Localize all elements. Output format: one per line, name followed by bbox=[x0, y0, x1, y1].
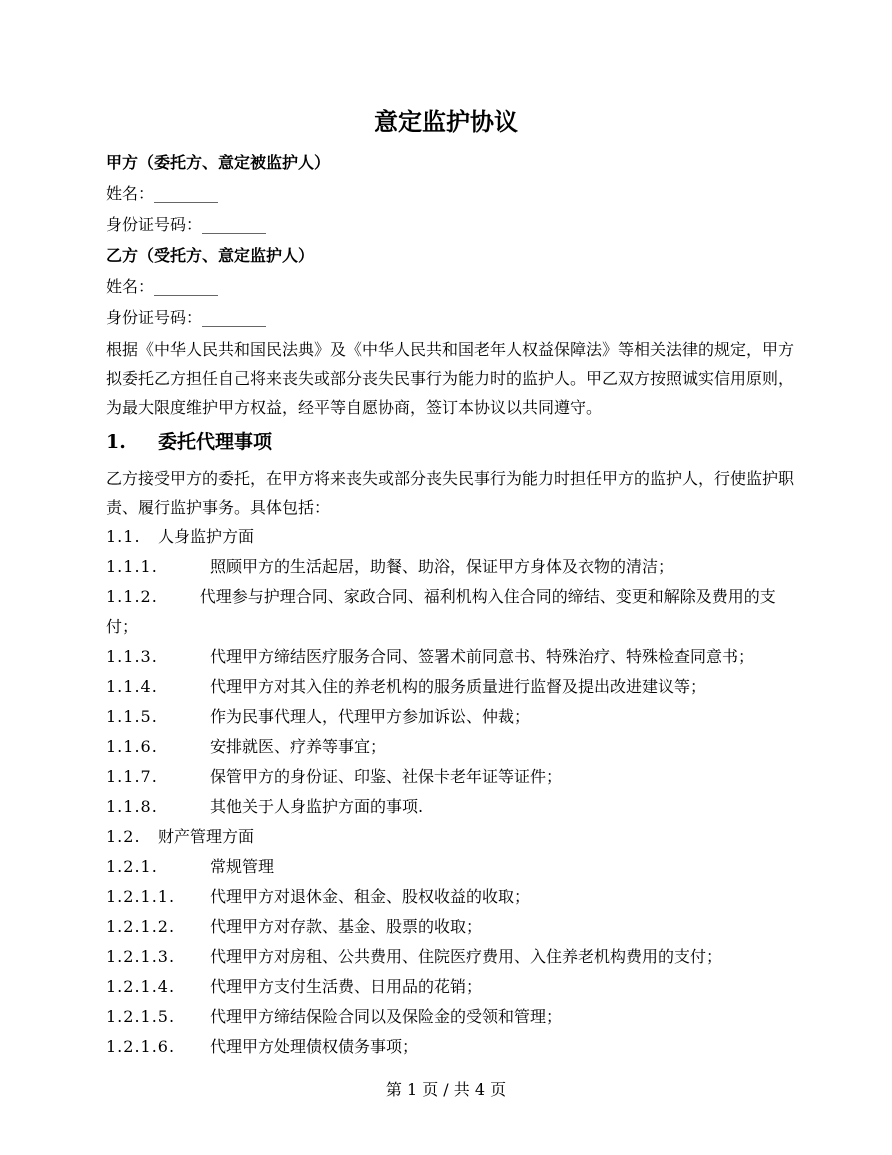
clause-number: 1.2.1.1. bbox=[106, 887, 176, 906]
party-b-heading: 乙方（受托方、意定监护人） bbox=[106, 246, 315, 265]
clause-text: 代理甲方对存款、基金、股票的收取； bbox=[210, 917, 483, 936]
clause-text: 代理甲方缔结保险合同以及保险金的受领和管理； bbox=[210, 1007, 563, 1026]
clause-number: 1.1.1. bbox=[106, 557, 158, 576]
clause-item bbox=[106, 972, 796, 1002]
clause-item bbox=[106, 672, 796, 702]
clause-number: 1.1.8. bbox=[106, 797, 158, 816]
clause-number: 1.2.1.6. bbox=[106, 1037, 176, 1056]
clause-number: 1.2.1.4. bbox=[106, 977, 176, 996]
subsection-number: 1.2. bbox=[106, 827, 141, 846]
clause-text: 其他关于人身监护方面的事项. bbox=[210, 797, 424, 816]
clause-number: 1.1.6. bbox=[106, 737, 158, 756]
clause-number: 1.1.7. bbox=[106, 767, 158, 786]
subsection-number: 1.1. bbox=[106, 527, 141, 546]
party-b-id-line: 身份证号码：________ bbox=[106, 308, 267, 327]
subsection-title: 人身监护方面 bbox=[158, 527, 255, 546]
page-number-footer: 第 1 页 / 共 4 页 bbox=[385, 1080, 507, 1099]
clause-text: 代理甲方对其入住的养老机构的服务质量进行监督及提出改进建议等； bbox=[210, 677, 707, 696]
clause-text: 安排就医、疗养等事宜； bbox=[210, 737, 387, 756]
party-b-name-line: 姓名：________ bbox=[106, 277, 219, 296]
clause-item bbox=[106, 552, 796, 582]
party-a-name-line: 姓名：________ bbox=[106, 184, 219, 203]
clause-number: 1.1.3. bbox=[106, 647, 158, 666]
sub-subsection-heading bbox=[106, 852, 796, 882]
clause-item bbox=[106, 792, 796, 822]
clause-item bbox=[106, 762, 796, 792]
clause-text: 代理参与护理合同、家政合同、福利机构入住合同的缔结、变更和解除及费用的支付； bbox=[106, 587, 776, 636]
clause-item bbox=[106, 702, 796, 732]
clause-number: 1.2.1.3. bbox=[106, 947, 176, 966]
section-title: 委托代理事项 bbox=[158, 431, 273, 453]
clause-text: 代理甲方对退休金、租金、股权收益的收取； bbox=[210, 887, 531, 906]
clause-item bbox=[106, 1002, 796, 1032]
party-a-heading: 甲方（委托方、意定被监护人） bbox=[106, 153, 331, 172]
clause-text: 保管甲方的身份证、印鉴、社保卡老年证等证件； bbox=[210, 767, 563, 786]
clause-number: 1.1.2. bbox=[106, 587, 158, 606]
subsection-title: 财产管理方面 bbox=[158, 827, 255, 846]
clause-text: 代理甲方缔结医疗服务合同、签署术前同意书、特殊治疗、特殊检查同意书； bbox=[210, 647, 755, 666]
clause-number: 1.2.1.2. bbox=[106, 917, 176, 936]
document-title: 意定监护协议 bbox=[374, 107, 518, 136]
sub-subsection-number: 1.2.1. bbox=[106, 857, 158, 876]
clause-item bbox=[106, 642, 796, 672]
clause-number: 1.1.5. bbox=[106, 707, 158, 726]
section-heading bbox=[106, 422, 796, 462]
sub-subsection-title: 常规管理 bbox=[210, 857, 275, 876]
document-body bbox=[106, 147, 796, 1062]
subsection-heading bbox=[106, 822, 796, 852]
clause-item bbox=[106, 882, 796, 912]
clause-number: 1.2.1.5. bbox=[106, 1007, 176, 1026]
clause-item bbox=[106, 942, 796, 972]
clause-number: 1.1.4. bbox=[106, 677, 158, 696]
clause-text: 作为民事代理人，代理甲方参加诉讼、仲裁； bbox=[210, 707, 531, 726]
clause-item bbox=[106, 912, 796, 942]
clause-text: 代理甲方支付生活费、日用品的花销； bbox=[210, 977, 483, 996]
clause-item bbox=[106, 582, 796, 642]
clause-text: 代理甲方对房租、公共费用、住院医疗费用、入住养老机构费用的支付； bbox=[210, 947, 723, 966]
section-intro-paragraph: 乙方接受甲方的委托，在甲方将来丧失或部分丧失民事行为能力时担任甲方的监护人，行使监护职责、履行监护事务。具体包括： bbox=[106, 469, 795, 517]
subsection-heading bbox=[106, 522, 796, 552]
clause-text: 代理甲方处理债权债务事项； bbox=[210, 1037, 419, 1056]
clause-text: 照顾甲方的生活起居，助餐、助浴，保证甲方身体及衣物的清洁； bbox=[210, 557, 675, 576]
preamble-paragraph: 根据《中华人民共和国民法典》及《中华人民共和国老年人权益保障法》等相关法律的规定，甲方拟委托乙方担任自己将来丧失或部分丧失民事行为能力时的监护人。甲乙双方按照诚实信用原则，为最大限度维护甲方权益，经平等自愿协商，签订本协议以共同遵守。 bbox=[106, 340, 795, 417]
party-a-id-line: 身份证号码：________ bbox=[106, 215, 267, 234]
clause-item bbox=[106, 1032, 796, 1062]
section-number: 1. bbox=[106, 431, 126, 453]
clause-item bbox=[106, 732, 796, 762]
